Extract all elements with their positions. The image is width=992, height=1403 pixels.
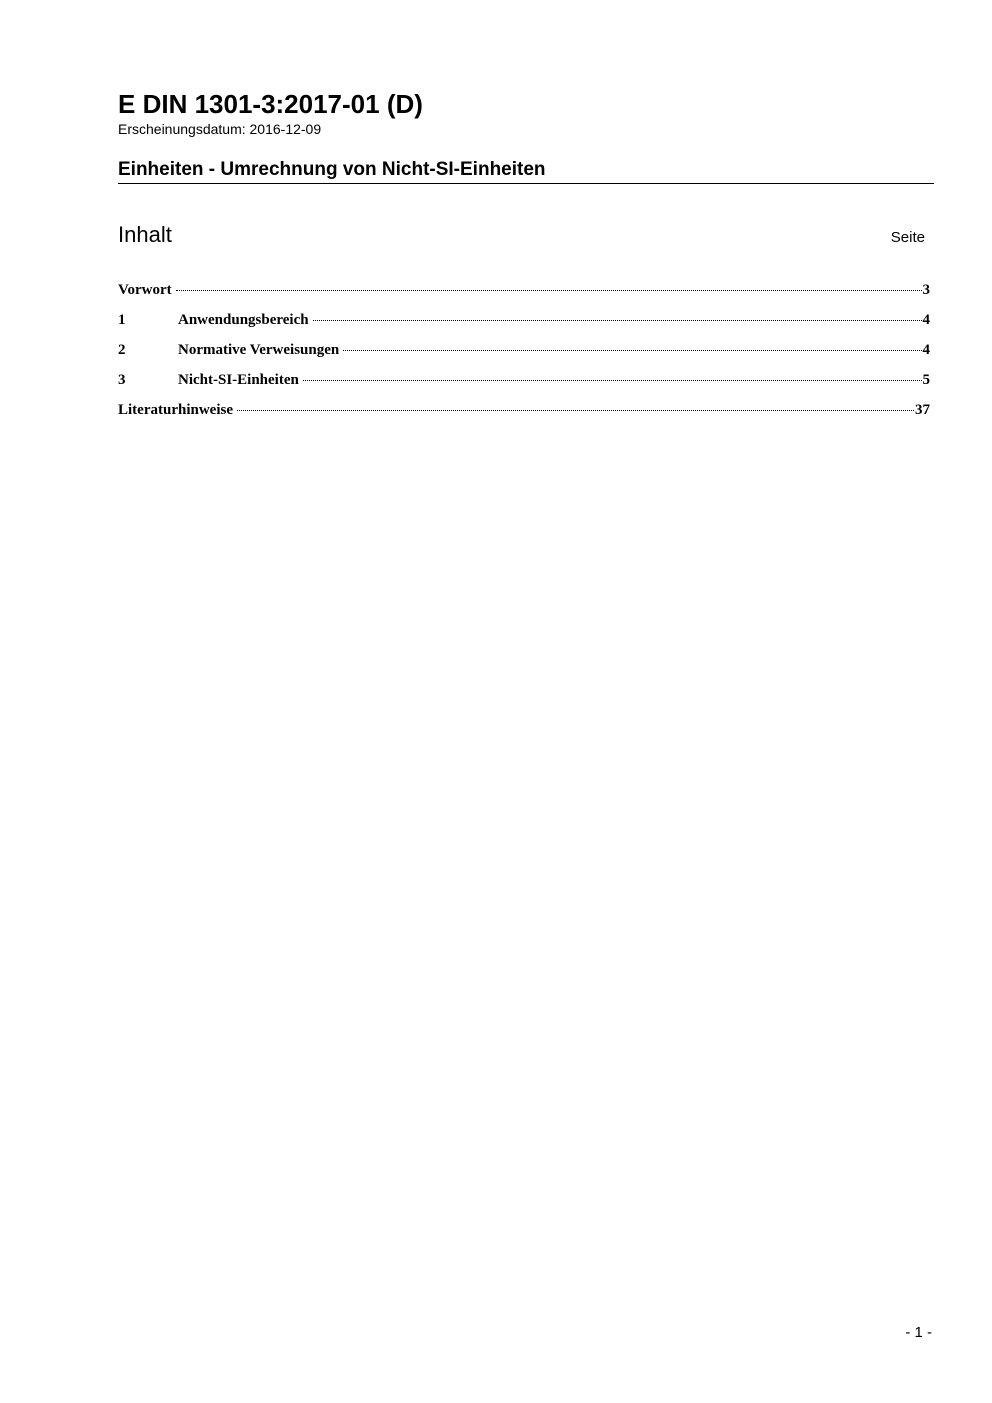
- page-column-label: Seite: [890, 229, 925, 246]
- toc-entry-label: Vorwort: [118, 282, 172, 298]
- toc-entry-number: 1: [118, 312, 126, 328]
- toc-dot-leader: [343, 350, 921, 351]
- toc-dot-leader: [176, 290, 922, 291]
- toc-entry-label: Normative Verweisungen: [178, 342, 340, 358]
- toc-dot-leader: [237, 410, 914, 411]
- toc-entry-anwendungsbereich[interactable]: [118, 310, 930, 340]
- page-number: - 1 -: [905, 1324, 932, 1341]
- toc-entry-label: Literaturhinweise: [118, 402, 233, 418]
- toc-entry-page: 37: [915, 402, 930, 418]
- toc-entry-page: 4: [922, 312, 930, 328]
- toc-entry-label: Nicht-SI-Einheiten: [178, 372, 299, 388]
- toc-entry-normative-verweisungen[interactable]: [118, 340, 930, 370]
- publication-date: Erscheinungsdatum: 2016-12-09: [118, 121, 322, 137]
- table-of-contents: [118, 280, 930, 430]
- toc-entry-nicht-si-einheiten[interactable]: [118, 370, 930, 400]
- toc-dot-leader: [303, 380, 922, 381]
- toc-entry-literaturhinweise[interactable]: [118, 400, 930, 430]
- document-title: Einheiten - Umrechnung von Nicht-SI-Einheiten: [118, 159, 546, 180]
- toc-dot-leader: [313, 320, 922, 321]
- title-rule: [118, 183, 934, 184]
- toc-entry-page: 4: [922, 342, 930, 358]
- toc-entry-label: Anwendungsbereich: [178, 312, 309, 328]
- document-id: E DIN 1301-3:2017-01 (D): [118, 89, 423, 119]
- toc-entry-page: 3: [922, 282, 930, 298]
- toc-entry-number: 3: [118, 372, 126, 388]
- toc-entry-page: 5: [922, 372, 930, 388]
- toc-entry-number: 2: [118, 342, 126, 358]
- toc-heading: Inhalt: [118, 222, 172, 247]
- toc-entry-vorwort[interactable]: [118, 280, 930, 310]
